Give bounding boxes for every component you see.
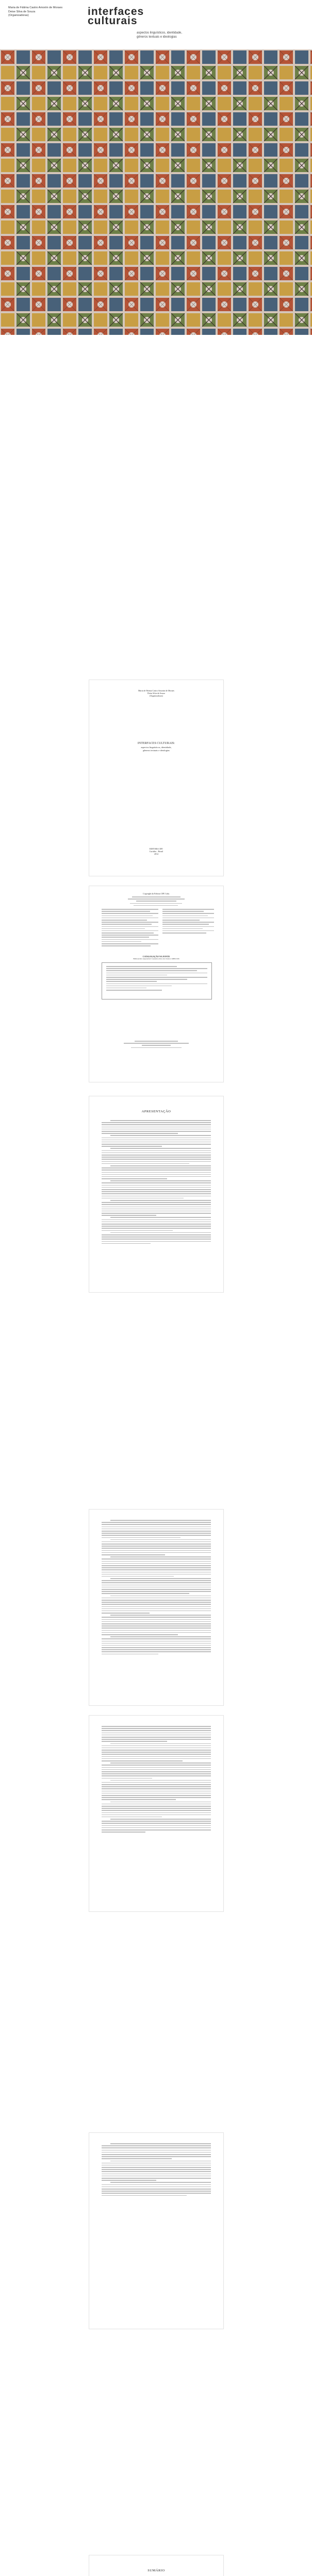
title-page-subtitle-line-1: aspectos linguísticos, identidade, [141, 746, 172, 749]
cover-subtitle-line-1: aspectos linguísticos, identidade, [137, 31, 183, 35]
title-page-organizers: (Organizadoras) [150, 694, 163, 697]
credits-footer-lines [120, 1041, 192, 1049]
cover-subtitle [137, 31, 182, 39]
summary-page [89, 2555, 223, 2576]
cover-author-1: Maria de Fátima Castro Amorim de Moraes [8, 6, 63, 9]
publication-year: 2014 [154, 853, 158, 855]
cover-title-line-2: culturais [88, 15, 138, 27]
presentation-title: APRESENTAÇÃO [141, 1110, 171, 1113]
publisher-name: EDITORA CRV [149, 848, 163, 850]
credits-page [89, 886, 223, 1082]
presentation-text-1 [102, 1120, 211, 1245]
presentation-text-4 [102, 2143, 211, 2197]
book-cover [0, 0, 312, 335]
title-page-author-2: Deise Silva de Souza [147, 692, 165, 694]
cover-title-line-1: interfaces [88, 6, 144, 18]
presentation-page-4 [89, 2133, 223, 2329]
title-page-title: INTERFACES CULTURAIS: [137, 742, 175, 745]
cover-author-2: Deise Silva de Souza [8, 10, 36, 13]
title-page-subtitle [89, 746, 223, 752]
title-page-author-1: Maria de Fátima Castro Amorim de Moraes [138, 689, 174, 692]
editorial-board-right [162, 909, 214, 935]
credits-lines-top [116, 896, 196, 907]
cover-organizers-note: (Organizadoras) [8, 14, 29, 17]
title-page-subtitle-line-2: gêneros textuais e ideologias [143, 749, 170, 752]
cip-record-lines [106, 966, 207, 992]
title-page-imprint [89, 848, 223, 855]
presentation-page-3 [89, 1716, 223, 1911]
presentation-text-3 [102, 1726, 211, 1834]
cover-subtitle-line-2: gêneros textuais e ideologias [137, 36, 177, 39]
presentation-page-2 [89, 1510, 223, 1705]
cip-librarian: Bibliotecária responsável: Luzenira Alves dos Santos CRB9/1506 [133, 958, 179, 960]
cover-authors [8, 6, 62, 18]
cip-heading: CATALOGAÇÃO NA FONTE [142, 955, 170, 958]
credits-heading: Copyright da Editora CRV Ltda. [143, 892, 170, 895]
cover-pattern-illustration [0, 49, 312, 335]
title-page-authors [89, 689, 223, 697]
summary-title: SUMÁRIO [147, 2569, 165, 2572]
publisher-city: Curitiba – Brasil [149, 850, 163, 853]
editorial-board-left [102, 909, 158, 947]
cip-record-box [102, 962, 212, 999]
presentation-page-1 [89, 1096, 223, 1292]
title-page [89, 680, 223, 876]
presentation-text-2 [102, 1520, 211, 1656]
cover-title [88, 7, 144, 26]
